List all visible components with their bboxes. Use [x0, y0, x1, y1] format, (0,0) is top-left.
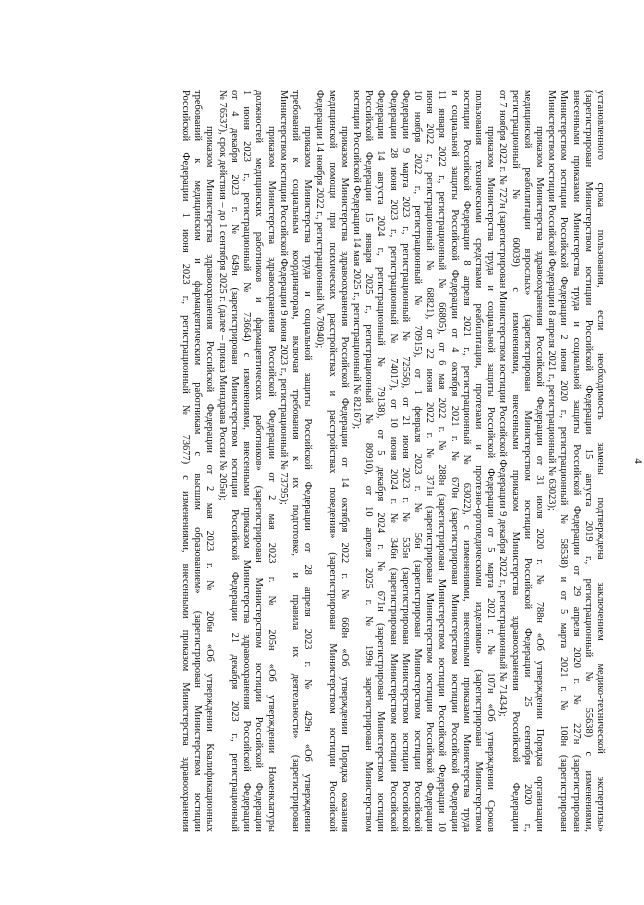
text-line: (зарегистрирован Министерством юстиции Российской Федерации 15 августа 2019 г., регистрационный № 55638) с изменениями, [582, 90, 594, 832]
text-line: медицинской помощи при психических расстройствах и расстройствах поведения» (зарегистрирован Министерством юстиции Российской [326, 90, 338, 832]
text-line: юстиции Российской Федерации 8 апреля 2021 г., регистрационный № 63022), с изменениями, внесенными приказами Министерства труда [460, 90, 472, 832]
text-line: Министерством юстиции Российской Федерации 2 июня 2020 г., регистрационный № 58538) и от 5 марта 2021 г. № 108н (зарегистрирован [558, 90, 570, 832]
text-line: юстиции Российской Федерации 14 мая 2025 г., регистрационный № 82167); [350, 90, 362, 430]
text-line: Российской Федерации 15 января 2025 г., регистрационный № 80910), от 10 апреля 2025 г. № 199н зарегистрирован Министерством [363, 90, 375, 832]
text-line: Министерством юстиции Российской Федерации 8 апреля 2021 г., регистрационный № 63023); [546, 90, 558, 511]
text-line: Министерством юстиции Российской Федерации 9 июня 2023 г., регистрационный № 73795); [277, 90, 289, 505]
text-line: от 4 декабря 2023 г. № 649н (зарегистрирован Министерством юстиции Российской Федерации 21 декабря 2023 г., регистрационный [228, 90, 240, 832]
text-line: установленного срока пользования, если необходимость замены подтверждена заключением медико-технической экспертизы» [595, 90, 606, 832]
page-number: 4 [632, 458, 644, 464]
body-text [179, 90, 606, 832]
text-line: пользования техническими средствами реабилитации, протезами и протезно-ортопедическими изделиями» (зарегистрирован Министерством [472, 90, 484, 832]
text-line: внесенными приказами Министерства труда и социальной защиты Российской Федерации от 29 апреля 2020 г. № 227н (зарегистрирован [570, 90, 582, 832]
text-line: приказом Министерства труда и социальной защиты Российской Федерации от 28 апреля 2023 г. № 429н «Об утверждении [302, 126, 314, 832]
text-line: требований к социальным координаторам, включая требования к их подготовке, и правила их деятельности» (зарегистрирован [289, 90, 301, 832]
text-line: медицинской реабилитации взрослых» (зарегистрирован Министерством юстиции Российской Федерации 25 сентября 2020 г., [521, 90, 533, 832]
text-line: должностей медицинских работников и фармацевтических работников» (зарегистрирован Министерством юстиции Российской Федерации [253, 90, 265, 832]
text-line: Федерации 14 ноября 2022 г., регистрационный № 70940); [314, 90, 326, 349]
text-line: приказом Министерства здравоохранения Российской Федерации от 2 мая 2023 г. № 205н «Об утверждении Номенклатуры [265, 126, 277, 832]
text-line: 11 января 2022 г., регистрационный № 66805), от 6 мая 2022 г. № 288н (зарегистрирован Министерством юстиции Российской Федерации 10 [436, 90, 448, 832]
text-line: приказом Министерства здравоохранения Российской Федерации от 14 октября 2022 г. № 668н «Об утверждении Порядка оказания [338, 126, 350, 832]
text-line: от 7 ноября 2022 г. № 727н (зарегистрирован Министерством юстиции Российской Федерации 9 декабря 2022 г., регистрационный № 71434); [497, 90, 509, 717]
text-line: приказом Министерства здравоохранения Российской Федерации от 31 июля 2020 г. № 788н «Об утверждении Порядка организации [533, 126, 545, 832]
text-line: и социальной защиты Российской Федерации от 4 октября 2021 г. № 670н (зарегистрирован Министерством юстиции Российской Федерации [448, 90, 460, 832]
text-line: июня 2022 г., регистрационный № 68821), от 22 июня 2022 г. № 371н (зарегистрирован Министерством юстиции Российской Федерации [424, 90, 436, 832]
text-line: 10 ноября 2022 г., регистрационный № 70915), от 1 февраля 2023 г. № 56н (зарегистрирован Министерством юстиции Российской [411, 90, 423, 832]
rotated-text-block [96, 90, 644, 832]
text-line: регистрационный № 60039) с изменениями, внесенными приказом Министерства здравоохранения Российской Федерации [509, 90, 521, 832]
text-line: приказом Министерства труда и социальной защиты Российской Федерации от 5 марта 2021 г. № 107н «Об утверждении Сроков [485, 126, 497, 832]
text-line: 1 июня 2023 г., регистрационный № 73664) с изменениями, внесенными приказом Министерства здравоохранения Российской Федерации [241, 90, 253, 832]
text-line: Федерации 28 июня 2023 г., регистрационный № 74017), от 10 июня 2024 г. № 346н (зарегистрирован Министерством юстиции Российской [387, 90, 399, 832]
text-line: Федерации 9 марта 2023 г., регистрационный № 72556), от 21 июня 2023 г. № 535н (зарегистрирован Министерством юстиции Российской [399, 90, 411, 832]
text-line: Российской Федерации 1 июня 2023 г., регистрационный № 73677) с изменениями, внесенными приказом Министерства здравоохранения [180, 90, 192, 832]
text-line: приказом Министерства здравоохранения Российской Федерации от 2 мая 2023 г. № 206н «Об утверждении Квалификационных [204, 126, 216, 832]
text-line: требований к медицинским и фармацевтическим работникам с высшим образованием» (зарегистрирован Министерством юстиции [192, 90, 204, 832]
text-line: № 76537), срок действия – до 1 сентября 2025 г. (далее – приказ Минздрава России № 205н); [216, 90, 228, 501]
text-line: Федерации 14 августа 2024 г., регистрационный № 79138), от 5 декабря 2024 г. № 671н (зарегистрирован Министерством юстиции [375, 90, 387, 832]
